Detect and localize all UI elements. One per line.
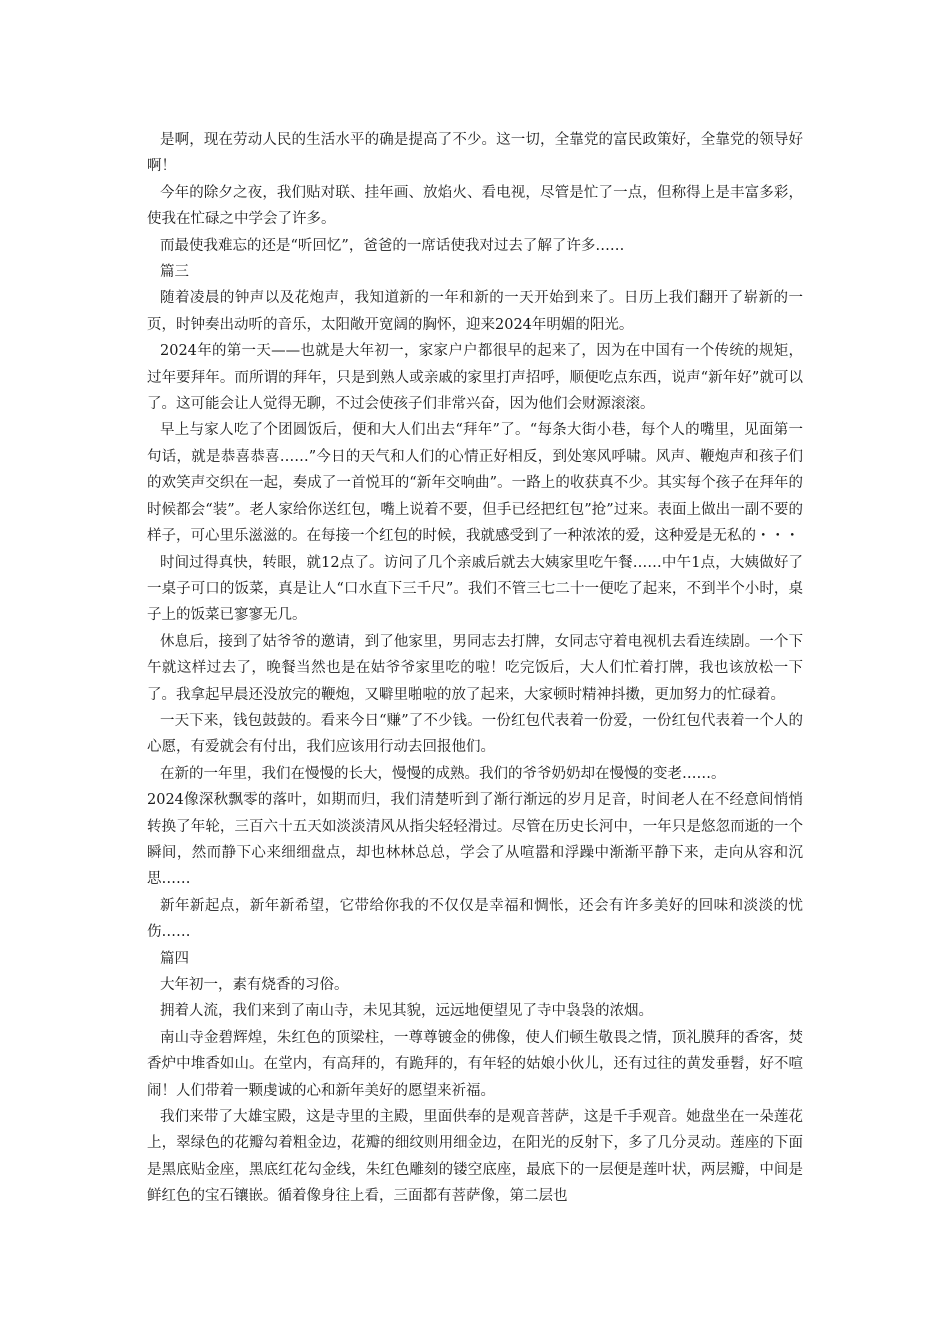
paragraph: 在新的一年里，我们在慢慢的长大，慢慢的成熟。我们的爷爷奶奶却在慢慢的变老……。 <box>160 765 726 782</box>
section-heading: 篇四 <box>160 950 189 967</box>
paragraph: 我们来带了大雄宝殿，这是寺里的主殿，里面供奉的是观音菩萨，这是千手观音。她盘坐在一朵莲花上，翠绿色的花瓣勾着粗金边，花瓣的细纹则用细金边，在阳光的反射下，多了几分灵动。莲座的下面是黑底贴金座，黑底红花勾金线，朱红色雕刻的镂空底座，最底下的一层便是莲叶状，两层瓣，中间是鲜红色的宝石镶嵌。循着像身往上看，三面都有菩萨像，第二层也 <box>147 1109 803 1205</box>
paragraph: 新年新起点，新年新希望，它带给你我的不仅仅是幸福和惆怅，还会有许多美好的回味和淡淡的忧伤…… <box>147 897 803 941</box>
paragraph: 而最使我难忘的还是“听回忆”，爸爸的一席话使我对过去了解了许多…… <box>160 237 625 254</box>
paragraph: 2024年的第一天——也就是大年初一，家家户户都很早的起来了，因为在中国有一个传统的规矩，过年要拜年。而所谓的拜年，只是到熟人或亲戚的家里打声招呼，顺便吃点东西，说声“新年好”就可以了。这可能会让人觉得无聊，不过会使孩子们非常兴奋，因为他们会财源滚滚。 <box>147 343 803 413</box>
paragraph: 时间过得真快，转眼，就12点了。访问了几个亲戚后就去大姨家里吃午餐……中午1点，大姨做好了一桌子可口的饭菜，真是让人“口水直下三千尺”。我们不管三七二十一便吃了起来，不到半个小时，桌子上的饭菜已寥寥无几。 <box>147 554 803 624</box>
paragraph: 是啊，现在劳动人民的生活水平的确是提高了不少。这一切，全靠党的富民政策好，全靠党的领导好啊！ <box>147 132 803 175</box>
section-heading: 篇三 <box>160 264 189 281</box>
paragraph: 大年初一，素有烧香的习俗。 <box>160 977 349 993</box>
paragraph: 休息后，接到了姑爷爷的邀请，到了他家里，男同志去打牌，女同志守着电视机去看连续剧。一个下午就这样过去了，晚餐当然也是在姑爷爷家里吃的啦！吃完饭后，大人们忙着打牌，我也该放松一下了。我拿起早晨还没放完的鞭炮，又噼里啪啦的放了起来，大家顿时精神抖擞，更加努力的忙碌着。 <box>147 633 803 703</box>
document-page <box>147 127 803 1210</box>
paragraph: 拥着人流，我们来到了南山寺，未见其貌，远远地便望见了寺中袅袅的浓烟。 <box>160 1003 653 1020</box>
paragraph: 2024像深秋飘零的落叶，如期而归，我们清楚听到了渐行渐远的岁月足音，时间老人在不经意间悄悄转换了年轮，三百六十五天如淡淡清风从指尖轻轻滑过。尽管在历史长河中，一年只是悠忽而逝的一个瞬间，然而静下心来细细盘点，却也林林总总，学会了从喧嚣和浮躁中渐渐平静下来，走向从容和沉思…… <box>147 792 803 888</box>
paragraph: 南山寺金碧辉煌，朱红色的顶梁柱，一尊尊镀金的佛像，使人们顿生敬畏之情，顶礼膜拜的香客，焚香炉中堆香如山。在堂内，有高拜的，有跪拜的，有年轻的姑娘小伙儿，还有过往的黄发垂髫，好不喧闹！人们带着一颗虔诚的心和新年美好的愿望来祈福。 <box>147 1029 803 1099</box>
paragraph: 今年的除夕之夜，我们贴对联、挂年画、放焰火、看电视，尽管是忙了一点，但称得上是丰富多彩，使我在忙碌之中学会了许多。 <box>147 184 803 228</box>
paragraph: 一天下来，钱包鼓鼓的。看来今日“赚”了不少钱。一份红包代表着一份爱，一份红包代表着一个人的心愿，有爱就会有付出，我们应该用行动去回报他们。 <box>147 712 803 756</box>
paragraph: 随着凌晨的钟声以及花炮声，我知道新的一年和新的一天开始到来了。日历上我们翻开了崭新的一页，时钟奏出动听的音乐，太阳敞开宽阔的胸怀，迎来2024年明媚的阳光。 <box>147 290 803 333</box>
paragraph: 早上与家人吃了个团圆饭后，便和大人们出去“拜年”了。“每条大街小巷，每个人的嘴里，见面第一句话，就是恭喜恭喜……”今日的天气和人们的心情正好相反，到处寒风呼啸。风声、鞭炮声和孩子们的欢笑声交织在一起，奏成了一首悦耳的“新年交响曲”。一路上的收获真不少。其实每个孩子在拜年的时候都会“装”。老人家给你送红包，嘴上说着不要，但手已经把红包”抢”过来。表面上做出一副不要的样子，可心里乐滋滋的。在每接一个红包的时候，我就感受到了一种浓浓的爱，这种爱是无私的・・・ <box>147 422 803 545</box>
